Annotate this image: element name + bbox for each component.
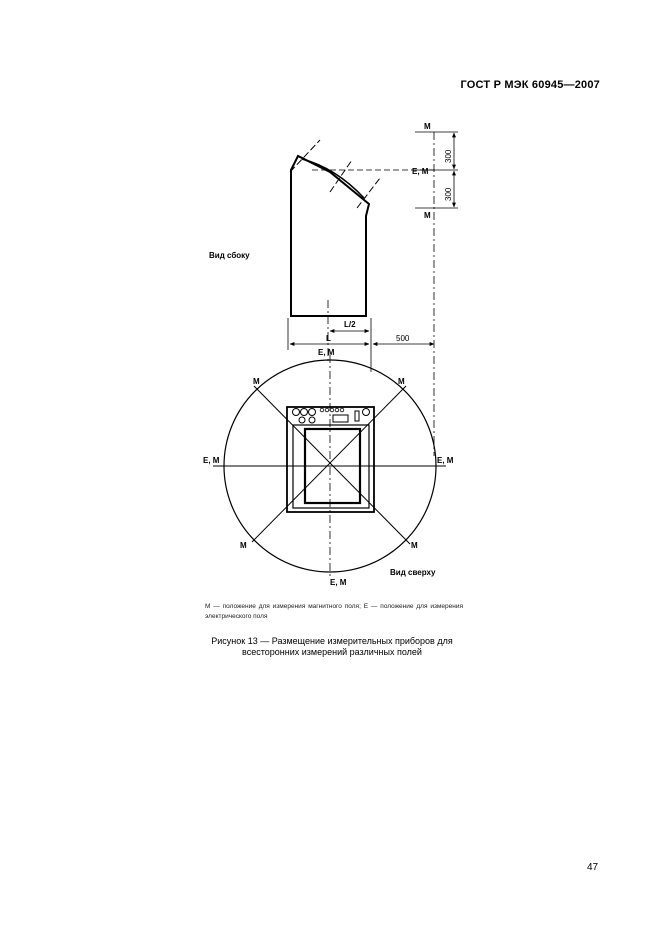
dim-500-label: 500 [396, 334, 410, 343]
knob-1 [293, 409, 300, 416]
knob-6 [309, 417, 315, 423]
side-view-label: Вид сбоку [209, 251, 250, 260]
knob-3 [309, 409, 316, 416]
sensor-mark-1 [290, 140, 320, 172]
button-1 [320, 408, 324, 412]
page-number: 47 [587, 862, 599, 873]
equipment-side-outline [291, 156, 369, 316]
label-m-bottom-right: M [411, 541, 418, 550]
knob-4 [363, 409, 370, 416]
dim-300-top-label: 300 [444, 149, 453, 163]
side-view [209, 122, 458, 456]
knob-2 [301, 409, 308, 416]
label-em-right: E, M [437, 456, 454, 465]
document-header: ГОСТ Р МЭК 60945—2007 [460, 79, 600, 91]
top-view-label: Вид сверху [390, 568, 436, 577]
label-em-left: E, M [203, 456, 220, 465]
display-window [333, 415, 348, 422]
label-m-bottom: M [424, 211, 431, 220]
dim-l-half-label: L/2 [344, 320, 356, 329]
figure-caption: Рисунок 13 — Размещение измерительных приборов для всесторонних измерений различных полей [211, 636, 453, 657]
label-em-bottom: E, M [330, 578, 347, 587]
button-2 [325, 408, 329, 412]
knob-5 [299, 417, 305, 423]
top-view [203, 348, 454, 587]
dim-l-label: L [326, 334, 331, 343]
figure-legend: М — положение для измерения магнитного поля; Е — положение для измерения электрического поля [205, 603, 463, 620]
label-em-top: E, M [318, 348, 335, 357]
label-m-bottom-left: M [240, 541, 247, 550]
diagonal-1 [254, 386, 410, 544]
button-5 [340, 408, 344, 412]
label-m-top: M [424, 122, 431, 131]
label-m-top-left: M [253, 377, 260, 386]
button-4 [335, 408, 339, 412]
label-m-top-right: M [398, 377, 405, 386]
label-em-side: E, M [412, 167, 429, 176]
button-3 [330, 408, 334, 412]
switch [355, 411, 359, 421]
dim-300-bottom-label: 300 [444, 187, 453, 201]
